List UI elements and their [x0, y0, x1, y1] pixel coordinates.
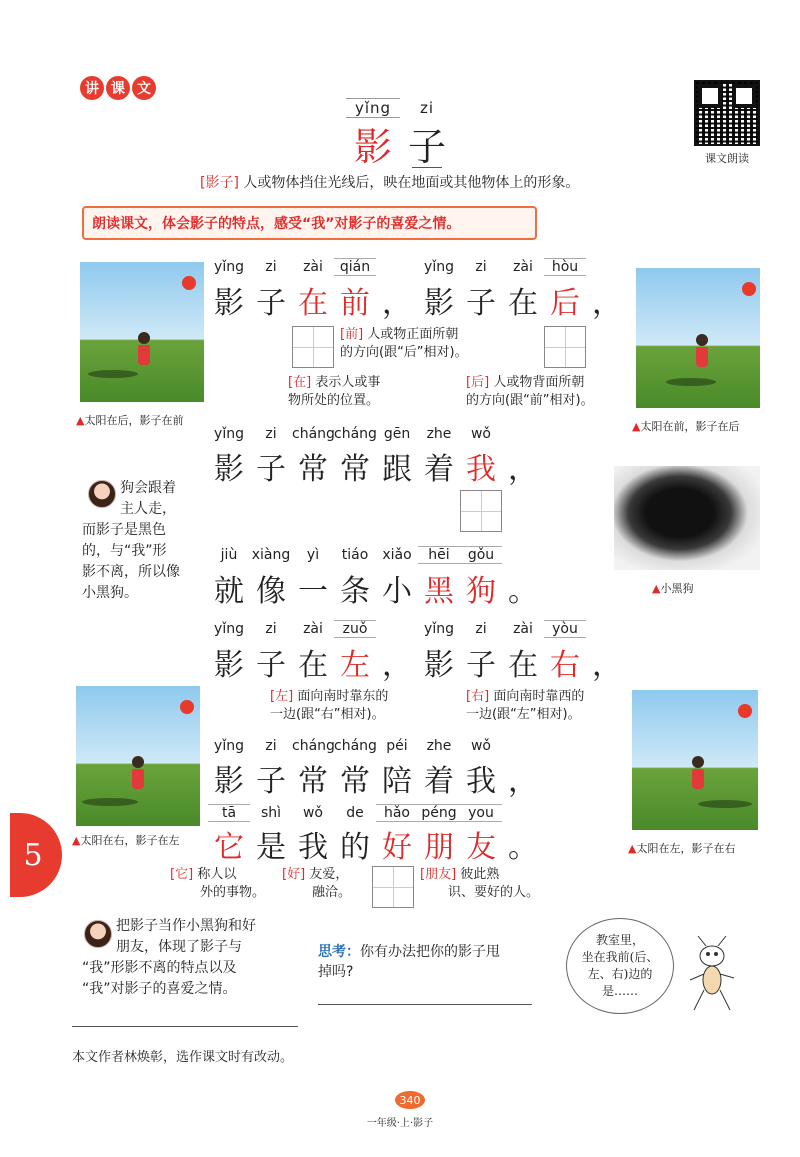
illustration-sun-behind — [80, 262, 204, 402]
side-note-summary: 把影子当作小黑狗和好 朋友，体现了影子与 “我”形影不离的特点以及 “我”对影子的喜爱之情。 — [82, 918, 256, 997]
note-qian: [前] 人或物正面所朝 的方向(跟“后”相对)。 — [340, 327, 468, 360]
text-line: 就 像 一 条 小 黑 狗 。 — [214, 574, 538, 609]
page-title — [0, 116, 800, 171]
pinyin: zi — [419, 99, 435, 117]
girl-figure-icon — [138, 332, 150, 368]
girl-figure-icon — [132, 756, 144, 792]
shadow-shape — [82, 798, 138, 806]
text-line: 影 子 常 常 跟 着 我 ， — [214, 452, 538, 487]
think-question: 思考：你有办法把你的影子甩 掉吗? — [318, 944, 500, 980]
badge-char: 课 — [106, 76, 130, 100]
dog-photo — [614, 466, 760, 570]
note-hao: [好] 友爱， 融洽。 — [282, 867, 352, 900]
girl-figure-icon — [696, 334, 708, 370]
sun-icon — [180, 700, 194, 714]
text-line: 它 是 我 的 好 朋 友 。 — [214, 830, 538, 865]
title-underline — [412, 162, 442, 168]
illustration-sun-front — [636, 268, 760, 408]
badge-char: 讲 — [80, 76, 104, 100]
pinyin-line: yǐng zi chángcháng gēn zhe wǒ — [214, 426, 491, 442]
illustration-sun-right — [76, 686, 200, 826]
picture-caption: ▲太阳在右，影子在左 — [72, 834, 180, 847]
cricket-mascot-icon — [680, 934, 740, 1014]
title-char: 子 — [407, 125, 446, 169]
title-pinyin — [0, 98, 800, 118]
badge-char: 文 — [132, 76, 156, 100]
text-line: 影 子 在 左 ， 影 子 在 右 ， — [214, 648, 622, 683]
sun-icon — [738, 704, 752, 718]
note-zuo: [左] 面向南时靠东的 一边(跟“右”相对)。 — [270, 689, 389, 722]
writing-grid — [292, 326, 334, 368]
sun-icon — [182, 276, 196, 290]
speech-bubble: 教室里， 坐在我前(后、 左、右)边的 是…… — [566, 918, 674, 1014]
note-you: [右] 面向南时靠西的 一边(跟“左”相对)。 — [466, 689, 585, 722]
unit-tab: 5 — [10, 813, 62, 897]
answer-line[interactable] — [318, 1004, 532, 1005]
writing-grid — [372, 866, 414, 908]
picture-caption: ▲太阳在后，影子在前 — [76, 414, 184, 427]
shadow-shape — [88, 370, 138, 378]
lesson-badge — [80, 76, 156, 100]
page-number: 340 — [395, 1091, 425, 1109]
reading-task: 朗读课文，体会影子的特点，感受“我”对影子的喜爱之情。 — [82, 206, 537, 240]
picture-caption: ▲太阳在左，影子在右 — [628, 842, 736, 855]
sun-icon — [742, 282, 756, 296]
footer-text: 一年级·上·影子 — [366, 1118, 434, 1129]
side-note-dog: 狗会跟着 主人走， 而影子是黑色 的，与“我”形 影不离，所以像 小黑狗。 — [82, 480, 180, 601]
title-char: 影 — [353, 125, 392, 169]
footnote: 本文作者林焕彰，选作课文时有改动。 — [72, 1050, 294, 1065]
illustration-sun-left — [632, 690, 758, 830]
footnote-rule — [72, 1026, 298, 1027]
writing-grid — [460, 490, 502, 532]
pinyin-line: yǐng zi zài qián yǐng zi zài hòu — [208, 258, 628, 276]
pinyin-line: tā shì wǒ de hǎo péng you — [208, 804, 544, 822]
pinyin-line: yǐng zi zài zuǒ yǐng zi zài yòu — [208, 620, 628, 638]
text-line: 影 子 在 前 ， 影 子 在 后 ， — [214, 286, 622, 321]
definition-text: 人或物体挡住光线后，映在地面或其他物体上的形象。 — [243, 175, 580, 191]
note-hou: [后] 人或物背面所朝 的方向(跟“前”相对)。 — [466, 375, 594, 408]
definition-term: 影子 — [205, 175, 234, 191]
title-definition: [影子] 人或物体挡住光线后，映在地面或其他物体上的形象。 — [200, 175, 580, 191]
shadow-shape — [698, 800, 752, 808]
pinyin-line: yǐng zi chángcháng péi zhe wǒ — [214, 738, 491, 754]
picture-caption: ▲太阳在前，影子在后 — [632, 420, 740, 433]
girl-figure-icon — [692, 756, 704, 792]
shadow-shape — [666, 378, 716, 386]
writing-grid — [544, 326, 586, 368]
pinyin: yǐng — [346, 98, 400, 118]
note-ta: [它] 称人以 外的事物。 — [170, 867, 266, 900]
picture-caption: ▲小黑狗 — [652, 582, 694, 595]
text-line: 影 子 常 常 陪 着 我 ， — [214, 764, 538, 799]
qr-caption: 课文朗读 — [705, 152, 749, 165]
pinyin-line: jiù xiàng yì tiáo xiǎo hēi gǒu — [208, 546, 544, 564]
note-zai: [在] 表示人或事 物所处的位置。 — [288, 375, 381, 408]
note-pengyou: [朋友] 彼此熟 识、要好的人。 — [420, 867, 540, 900]
